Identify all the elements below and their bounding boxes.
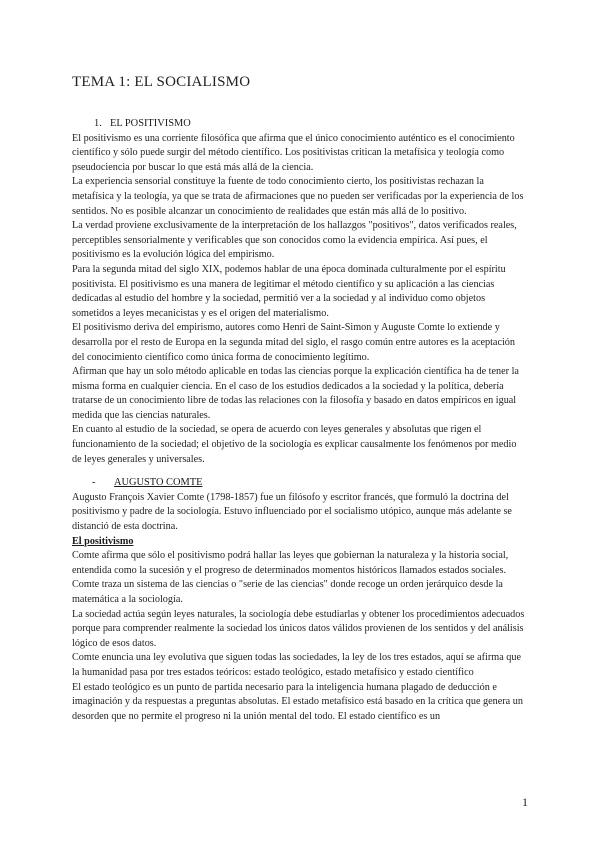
paragraph: El estado teológico es un punto de partida necesario para la inteligencia humana plagado de deducción e imaginación y da respuestas a preguntas absolutas. El estado metafísico está basado en la crítica que genera un desorden que no permite el progreso ni la unión mental del todo. El estado científico es un xyxy=(72,681,523,722)
section-heading-positivismo xyxy=(94,117,528,132)
page-number: 1 xyxy=(522,795,528,809)
paragraph: En cuanto al estudio de la sociedad, se opera de acuerdo con leyes generales y absolutas que rigen el funcionamiento de la sociedad; el objetivo de la sociología es explicar causalmente los fenómenos por medio de leyes generales y universales. xyxy=(72,424,517,465)
spacer xyxy=(72,467,528,476)
bullet-dash: - xyxy=(92,477,96,489)
paragraph: Comte enuncia una ley evolutiva que siguen todas las sociedades, la ley de los tres estados, aquí se afirma que la humanidad pasa por tres estados teóricos: estado teológico, estado metafísico y estado científico xyxy=(72,652,521,678)
section-number: 1. xyxy=(94,118,102,129)
paragraph: Comte afirma que sólo el positivismo podrá hallar las leyes que gobiernan la naturaleza y la historia social, entendida como la sucesión y el progreso de determinados momentos históricos llamados estados sociales. Comte traza un sistema de las ciencias o "serie de las ciencias" donde recoge un orden jerárquico desde la matemática a la sociología. xyxy=(72,550,509,605)
section-heading-comte xyxy=(92,476,528,491)
paragraph: La sociedad actúa según leyes naturales, la sociología debe estudiarlas y obtener los procedimientos adecuados porque para comprender realmente la sociedad los únicos datos válidos provienen de los sentidos y del análisis lógico de esos datos. xyxy=(72,608,525,649)
paragraph: Afirman que hay un solo método aplicable en todas las ciencias porque la explicación científica ha de tener la misma forma en cualquier ciencia. En el caso de los estudios dedicados a la sociedad y la política, debería tratarse de un conocimiento libre de todas las relaciones con la filosofía y basado en datos empíricos en igual medida que las ciencias naturales. xyxy=(72,366,519,421)
document-title: TEMA 1: EL SOCIALISMO xyxy=(72,74,251,90)
paragraph: La verdad proviene exclusivamente de la interpretación de los hallazgos "positivos", datos verificados reales, perceptibles sensorialmente y verificables que son conocidos como la evidencia empírica. Así pues, el positivismo es la evolución lógica del empirismo. xyxy=(72,220,517,261)
subheading: El positivismo xyxy=(72,535,134,547)
paragraph: La experiencia sensorial constituye la fuente de todo conocimiento cierto, los positivistas rechazan la metafísica y la teología, ya que se trata de afirmaciones que no pueden ser verificadas por la experiencia de los sentidos. No es posible alcanzar un conocimiento de realidades que están más allá de lo positivo. xyxy=(72,176,524,217)
section-title: EL POSITIVISMO xyxy=(110,118,191,129)
paragraph: El positivismo es una corriente filosófica que afirma que el único conocimiento auténtico es el conocimiento científico y sólo puede surgir del método científico. Los positivistas critican la metafísica y teología como pseudociencia por buscar lo que está más allá de la ciencia. xyxy=(72,132,515,173)
paragraph: Para la segunda mitad del siglo XIX, podemos hablar de una época dominada culturalmente por el espíritu positivista. El positivismo es una manera de legitimar el método científico y su aplicación a las ciencias dedicadas al estudio del hombre y la sociedad, permitió ver a la sociedad y al individuo como objetos sometidos a leyes mecanicistas y es el origen del materialismo. xyxy=(72,263,506,319)
section-title: AUGUSTO COMTE xyxy=(114,477,203,489)
paragraph: Augusto François Xavier Comte (1798-1857) fue un filósofo y escritor francés, que formuló la doctrina del positivismo y padre de la sociología. Estuvo influenciado por el socialismo utópico, aunque más adelante se distanció de esta doctrina. xyxy=(72,491,512,533)
document-body xyxy=(72,117,528,724)
paragraph: El positivismo deriva del empirismo, autores como Henri de Saint-Simon y Auguste Comte lo extiende y desarrolla por el resto de Europa en la segunda mitad del siglo, el rasgo común entre autores es la aceptación del conocimiento científico como única forma de conocimiento legítimo. xyxy=(72,322,515,363)
